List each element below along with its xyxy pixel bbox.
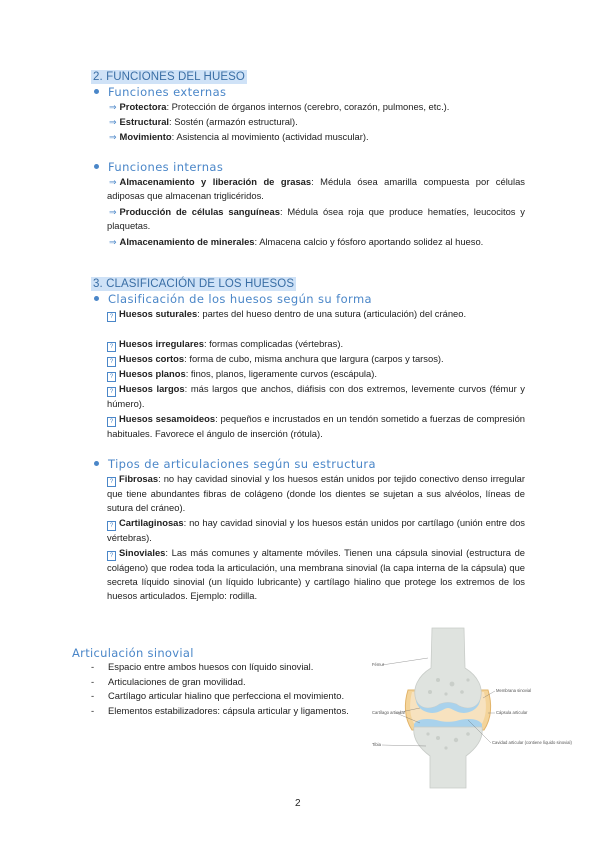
item-term: Huesos suturales	[119, 308, 198, 319]
list-item	[107, 412, 525, 441]
checkbox-glyph-icon: ?	[107, 387, 116, 397]
list-item	[107, 337, 525, 352]
list-item	[107, 516, 525, 545]
list-item	[107, 472, 525, 515]
list-item	[107, 352, 525, 367]
item-term: Cartilaginosas	[119, 517, 184, 528]
item-text: : pequeños e incrustados en un tendón sometido a fuerzas de compresión habituales. Favorece el ángulo de inserción (rótula).	[107, 413, 526, 439]
item-term: Huesos largos	[119, 383, 185, 394]
arrow-icon: ⇒	[109, 237, 117, 247]
item-term: Almacenamiento de minerales	[119, 236, 255, 247]
item-term: Fibrosas	[119, 473, 159, 484]
item-term: Estructural	[119, 116, 170, 127]
checkbox-glyph-icon: ?	[107, 357, 116, 367]
bullet-dot	[94, 164, 99, 169]
list-item	[107, 175, 525, 203]
dash-marker: -	[91, 704, 95, 716]
list-item	[91, 689, 361, 704]
label-femur: Fémur	[372, 662, 385, 667]
item-text: Cartílago articular hialino que perfecciona el movimiento.	[108, 690, 345, 701]
item-text: : más largos que anchos, diáfisis con dos extremos, levemente curvos (fémur y húmero).	[107, 383, 525, 409]
arrow-icon: ⇒	[109, 177, 117, 187]
tibia-shape	[414, 727, 483, 788]
item-text: : Sostén (armazón estructural).	[169, 116, 298, 127]
item-text: : formas complicadas (vértebras).	[203, 338, 344, 349]
list-item	[107, 382, 525, 411]
list-item	[107, 546, 525, 603]
item-text: : finos, planos, ligeramente curvos (escápula).	[185, 368, 377, 379]
item-text: : no hay cavidad sinovial y los huesos están unidos por tejido conectivo denso irregular que tiene abundantes fibras de colágeno (donde los dientes se sujetan a sus alvéolos, líneas de sutura del cráneo).	[107, 473, 525, 513]
bullet-tipos-articulaciones	[94, 457, 376, 471]
femur-shape	[415, 628, 481, 708]
dash-marker: -	[91, 661, 95, 672]
checkbox-glyph-icon: ?	[107, 521, 116, 531]
sinovial-list	[91, 660, 361, 718]
checkbox-glyph-icon: ?	[107, 312, 116, 322]
list-item	[91, 704, 361, 719]
arrow-icon: ⇒	[109, 132, 117, 142]
checkbox-glyph-icon: ?	[107, 477, 116, 487]
checkbox-glyph-icon: ?	[107, 551, 116, 561]
label-membrana: Membrana sinovial	[496, 688, 532, 693]
arrow-icon: ⇒	[109, 102, 117, 112]
list-item	[107, 367, 525, 382]
item-text: : Médula ósea amarilla compuesta por células adiposas que almacenan triglicéridos.	[107, 176, 525, 201]
item-text: : Protección de órganos internos (cerebro, corazón, pulmones, etc.).	[166, 101, 450, 112]
item-text: : Médula ósea roja que produce hematíes, leucocitos y plaquetas.	[107, 206, 525, 231]
list-item	[107, 307, 525, 322]
list-item	[109, 116, 298, 128]
item-text: Espacio entre ambos huesos con líquido sinovial.	[108, 661, 314, 672]
item-term: Producción de células sanguíneas	[119, 206, 280, 217]
item-term: Almacenamiento y liberación de grasas	[119, 176, 312, 187]
label-cartilago: Cartílago articular	[372, 710, 406, 715]
item-term: Huesos sesamoideos	[119, 413, 216, 424]
list-item	[109, 131, 369, 143]
section-2-title: 2. FUNCIONES DEL HUESO	[93, 71, 245, 83]
arrow-icon: ⇒	[109, 117, 117, 127]
dash-marker: -	[91, 675, 95, 687]
label-cavidad: Cavidad articular (contiene líquido sinovial)	[492, 740, 572, 745]
checkbox-glyph-icon: ?	[107, 372, 116, 382]
heading-text: Clasificación de los huesos según su forma	[108, 292, 372, 306]
item-term: Huesos cortos	[119, 353, 185, 364]
item-text: : partes del hueso dentro de una sutura (articulación) del cráneo.	[197, 308, 467, 319]
synovial-joint-illustration	[368, 628, 572, 788]
list-item	[109, 101, 449, 113]
list-item	[107, 205, 525, 233]
dash-marker: -	[91, 690, 95, 701]
label-tibia: Tibia	[372, 742, 381, 747]
item-text: : Almacena calcio y fósforo aportando solidez al hueso.	[254, 236, 484, 247]
item-text: : no hay cavidad sinovial y los huesos están unidos por cartílago (unión entre dos vértebras).	[107, 517, 525, 543]
heading-text: Tipos de articulaciones según su estructura	[108, 457, 376, 471]
item-text: : Las más comunes y altamente móviles. Tienen una cápsula sinovial (estructura de colágeno) que rodea toda la articulación, una membrana sinovial (la capa interna de la cápsula) que secreta líquido sinovial (un líquido lubricante) y cartílago hialino que protege los extremos de los huesos articulados. Ejemplo: rodilla.	[107, 547, 525, 601]
list-item	[91, 660, 361, 675]
list-item	[91, 675, 361, 690]
sinovial-title: Articulación sinovial	[72, 646, 194, 660]
item-term: Huesos planos	[119, 368, 186, 379]
bullet-dot	[94, 296, 99, 301]
item-text: Elementos estabilizadores: cápsula articular y ligamentos.	[108, 704, 349, 716]
page-number: 2	[295, 798, 301, 809]
item-term: Protectora	[119, 101, 167, 112]
item-text: : Asistencia al movimiento (actividad muscular).	[171, 131, 369, 142]
item-text: Articulaciones de gran movilidad.	[108, 675, 246, 687]
item-term: Sinoviales	[119, 547, 166, 558]
item-term: Movimiento	[119, 131, 172, 142]
checkbox-glyph-icon: ?	[107, 417, 116, 427]
item-term: Huesos irregulares	[119, 338, 204, 349]
section-3-title: 3. CLASIFICACIÓN DE LOS HUESOS	[93, 278, 295, 290]
bullet-clasificacion-forma	[94, 292, 372, 306]
bullet-dot	[94, 89, 99, 94]
checkbox-glyph-icon: ?	[107, 342, 116, 352]
list-item	[107, 235, 525, 249]
heading-text: Funciones externas	[108, 85, 227, 99]
bullet-funciones-internas	[94, 160, 223, 174]
label-capsula: Cápsula articular	[496, 710, 528, 715]
item-text: : forma de cubo, misma anchura que largura (carpos y tarsos).	[184, 353, 444, 364]
heading-text: Funciones internas	[108, 160, 224, 174]
bullet-funciones-externas	[94, 85, 226, 99]
arrow-icon: ⇒	[109, 207, 117, 217]
bullet-dot	[94, 461, 99, 466]
